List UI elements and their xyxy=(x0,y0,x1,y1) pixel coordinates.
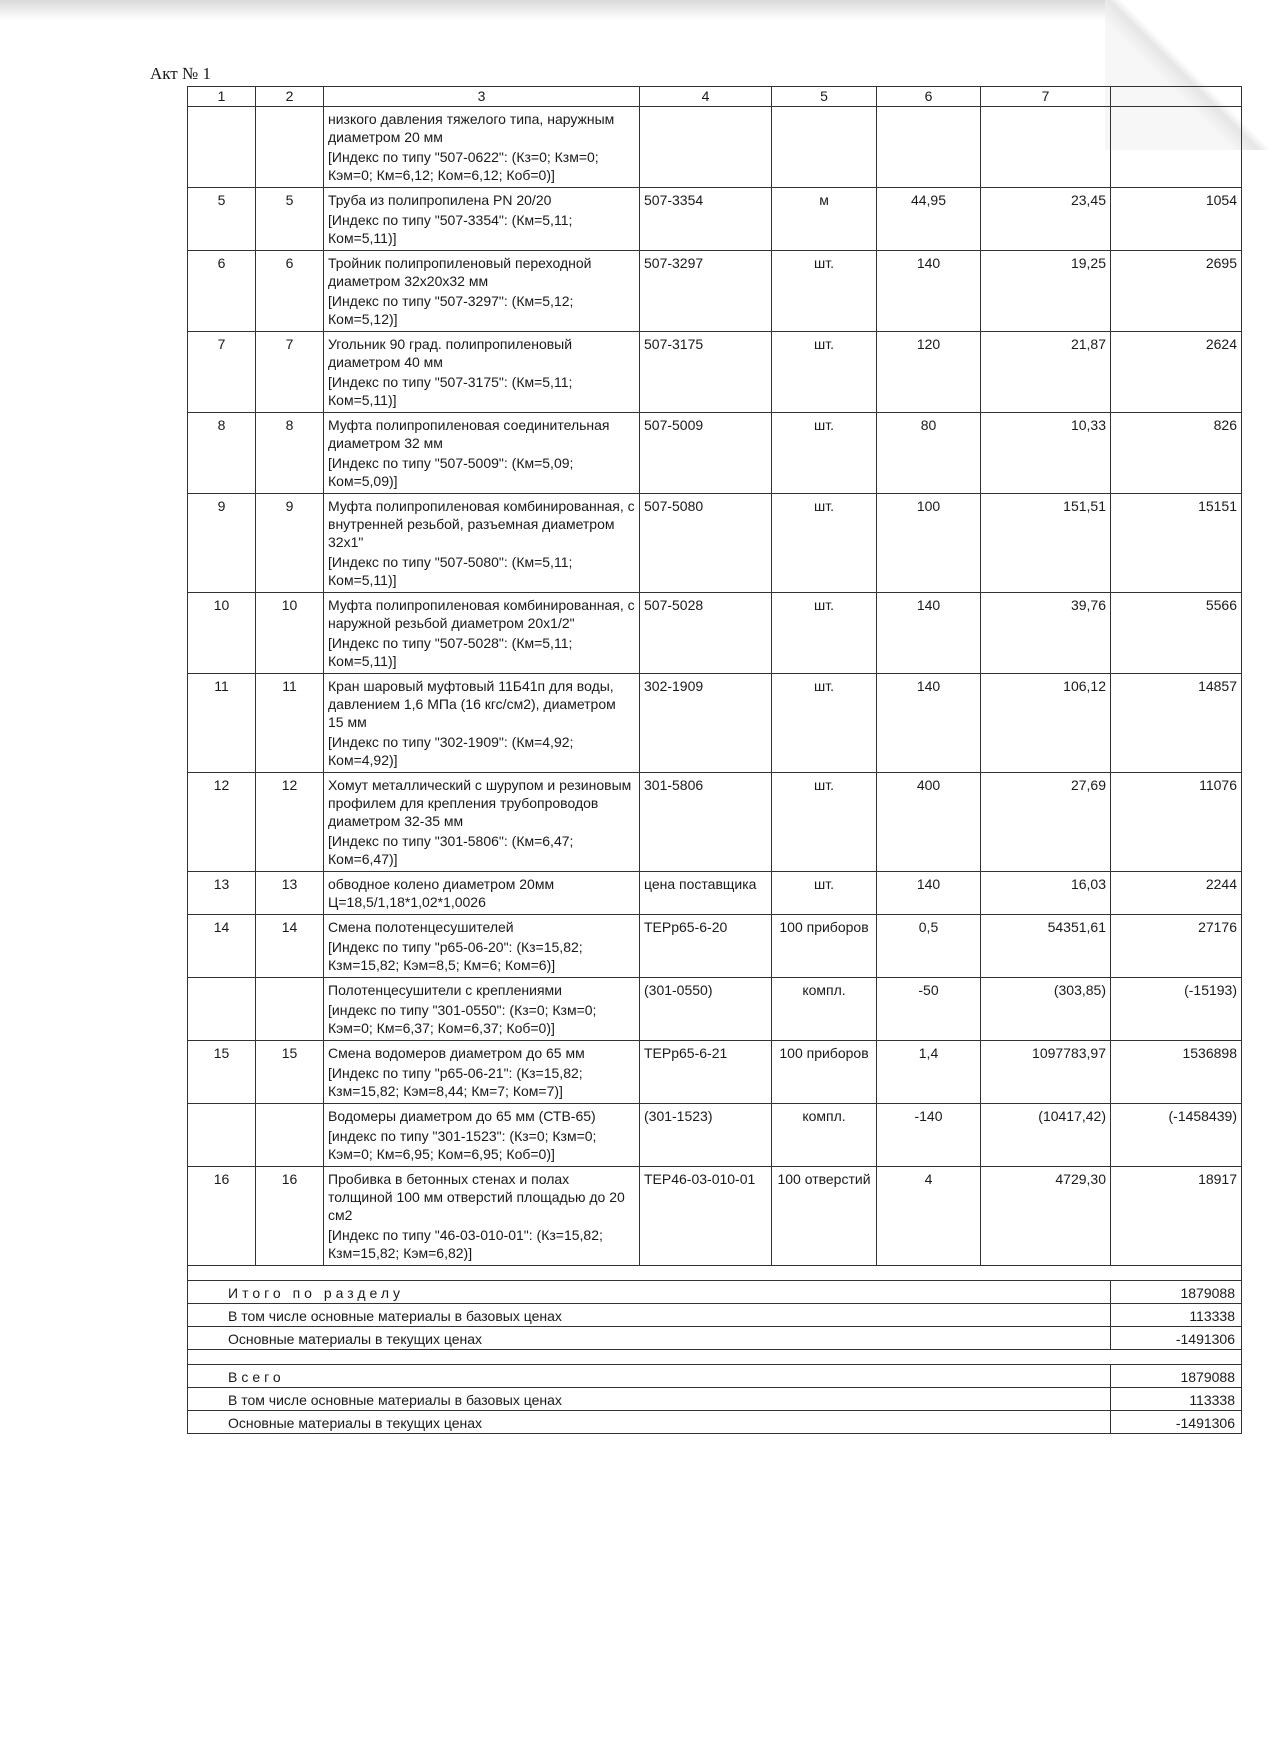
row-total: 15151 xyxy=(1111,494,1242,593)
table-row xyxy=(188,413,1242,494)
description-cell xyxy=(324,674,640,773)
row-quantity: 140 xyxy=(877,674,981,773)
row-quantity: 400 xyxy=(877,773,981,872)
summary-value: 1879088 xyxy=(1111,1365,1242,1388)
header-cell xyxy=(1111,87,1242,107)
row-number: 9 xyxy=(188,494,256,593)
row-total: 11076 xyxy=(1111,773,1242,872)
row-position: 7 xyxy=(256,332,324,413)
summary-value: 113338 xyxy=(1111,1304,1242,1327)
row-description: Муфта полипропиленовая комбинированная, с наружной резьбой диаметром 20х1/2" xyxy=(328,597,635,631)
act-title: Акт № 1 xyxy=(150,64,211,83)
header-cell: 6 xyxy=(877,87,981,107)
description-cell xyxy=(324,107,640,188)
summary-value: 113338 xyxy=(1111,1388,1242,1411)
row-unit-price: 16,03 xyxy=(981,872,1111,915)
row-unit: шт. xyxy=(772,872,877,915)
row-description: Хомут металлический с шурупом и резиновым профилем для крепления трубопроводов диаметром 32-35 мм xyxy=(328,777,632,829)
row-index: [Индекс по типу "р65-06-21": (Кз=15,82; Кзм=15,82; Кэм=8,44; Км=7; Ком=7)] xyxy=(328,1065,583,1099)
summary-label: Основные материалы в текущих ценах xyxy=(188,1327,1111,1350)
row-position xyxy=(256,978,324,1041)
table-row xyxy=(188,1104,1242,1167)
row-quantity: 0,5 xyxy=(877,915,981,978)
row-code: 507-3297 xyxy=(640,251,772,332)
row-unit-price: 27,69 xyxy=(981,773,1111,872)
row-index: [Индекс по типу "507-3297": (Км=5,12; Ком=5,12)] xyxy=(328,293,574,327)
summary-value: -1491306 xyxy=(1111,1411,1242,1434)
row-total: 2244 xyxy=(1111,872,1242,915)
description-cell xyxy=(324,1104,640,1167)
row-unit-price: 21,87 xyxy=(981,332,1111,413)
row-unit: м xyxy=(772,188,877,251)
row-quantity: 140 xyxy=(877,251,981,332)
row-description: низкого давления тяжелого типа, наружным диаметром 20 мм xyxy=(328,111,615,145)
row-unit-price: (10417,42) xyxy=(981,1104,1111,1167)
row-quantity: 100 xyxy=(877,494,981,593)
row-number: 12 xyxy=(188,773,256,872)
table-row xyxy=(188,978,1242,1041)
summary-value: -1491306 xyxy=(1111,1327,1242,1350)
row-quantity: 80 xyxy=(877,413,981,494)
table-row xyxy=(188,872,1242,915)
description-cell xyxy=(324,251,640,332)
row-code: 301-5806 xyxy=(640,773,772,872)
row-quantity: 140 xyxy=(877,872,981,915)
row-index: [Индекс по типу "507-5028": (Км=5,11; Ком=5,11)] xyxy=(328,635,573,669)
row-description: Муфта полипропиленовая соединительная диаметром 32 мм xyxy=(328,417,610,451)
row-total: (-15193) xyxy=(1111,978,1242,1041)
description-cell xyxy=(324,413,640,494)
row-total: 1054 xyxy=(1111,188,1242,251)
row-unit: шт. xyxy=(772,773,877,872)
row-number: 5 xyxy=(188,188,256,251)
row-position: 14 xyxy=(256,915,324,978)
row-index: [Индекс по типу "507-5009": (Км=5,09; Ком=5,09)] xyxy=(328,455,574,489)
summary-label: В том числе основные материалы в базовых ценах xyxy=(188,1388,1111,1411)
row-index: [Индекс по типу "507-3354": (Км=5,11; Ком=5,11)] xyxy=(328,212,573,246)
description-cell xyxy=(324,332,640,413)
row-code: 507-5080 xyxy=(640,494,772,593)
row-description: Смена водомеров диаметром до 65 мм xyxy=(328,1045,585,1061)
row-unit: шт. xyxy=(772,674,877,773)
spacer-row xyxy=(188,1266,1242,1281)
summary-value: 1879088 xyxy=(1111,1281,1242,1304)
row-description: Пробивка в бетонных стенах и полах толщиной 100 мм отверстий площадью до 20 см2 xyxy=(328,1171,625,1223)
row-description: Полотенцесушители с креплениями xyxy=(328,982,562,998)
row-position: 6 xyxy=(256,251,324,332)
summary-label: Всего xyxy=(188,1365,1111,1388)
row-unit-price: 39,76 xyxy=(981,593,1111,674)
row-unit-price: 106,12 xyxy=(981,674,1111,773)
row-quantity: -50 xyxy=(877,978,981,1041)
row-unit: компл. xyxy=(772,1104,877,1167)
row-unit: шт. xyxy=(772,413,877,494)
row-unit: шт. xyxy=(772,593,877,674)
table-row xyxy=(188,674,1242,773)
row-unit: шт. xyxy=(772,332,877,413)
row-code: ТЕРр65-6-20 xyxy=(640,915,772,978)
estimate-table xyxy=(187,86,1242,1434)
row-index: [Индекс по типу "507-0622": (Кз=0; Кзм=0; Кэм=0; Км=6,12; Ком=6,12; Коб=0)] xyxy=(328,149,599,183)
row-number: 14 xyxy=(188,915,256,978)
header-cell: 2 xyxy=(256,87,324,107)
header-cell: 7 xyxy=(981,87,1111,107)
table-row xyxy=(188,1041,1242,1104)
row-number: 7 xyxy=(188,332,256,413)
row-unit: 100 отверстий xyxy=(772,1167,877,1266)
row-total: 826 xyxy=(1111,413,1242,494)
row-description: Труба из полипропилена PN 20/20 xyxy=(328,192,552,208)
row-number: 10 xyxy=(188,593,256,674)
row-number: 11 xyxy=(188,674,256,773)
row-position: 11 xyxy=(256,674,324,773)
row-total: 27176 xyxy=(1111,915,1242,978)
row-description: обводное колено диаметром 20мм Ц=18,5/1,18*1,02*1,0026 xyxy=(328,876,555,910)
summary-label: Итого по разделу xyxy=(188,1281,1111,1304)
row-code: (301-1523) xyxy=(640,1104,772,1167)
row-index: [Индекс по типу "507-3175": (Км=5,11; Ком=5,11)] xyxy=(328,374,573,408)
table-row-continuation xyxy=(188,107,1242,188)
row-position: 10 xyxy=(256,593,324,674)
row-unit-price: 10,33 xyxy=(981,413,1111,494)
row-total: 14857 xyxy=(1111,674,1242,773)
table-row xyxy=(188,494,1242,593)
row-index: [индекс по типу "301-0550": (Кз=0; Кзм=0; Кэм=0; Км=6,37; Ком=6,37; Коб=0)] xyxy=(328,1002,597,1036)
row-unit: шт. xyxy=(772,494,877,593)
row-quantity: 4 xyxy=(877,1167,981,1266)
row-code: 507-5009 xyxy=(640,413,772,494)
table-row xyxy=(188,251,1242,332)
row-number xyxy=(188,978,256,1041)
row-unit-price: 4729,30 xyxy=(981,1167,1111,1266)
row-unit-price: (303,85) xyxy=(981,978,1111,1041)
row-index: [Индекс по типу "302-1909": (Км=4,92; Ком=4,92)] xyxy=(328,734,574,768)
row-unit-price: 1097783,97 xyxy=(981,1041,1111,1104)
summary-label: Основные материалы в текущих ценах xyxy=(188,1411,1111,1434)
table-row xyxy=(188,915,1242,978)
row-quantity: -140 xyxy=(877,1104,981,1167)
row-quantity: 44,95 xyxy=(877,188,981,251)
summary-label: В том числе основные материалы в базовых ценах xyxy=(188,1304,1111,1327)
row-unit-price: 151,51 xyxy=(981,494,1111,593)
row-total: 1536898 xyxy=(1111,1041,1242,1104)
row-code: 507-3175 xyxy=(640,332,772,413)
row-index: [Индекс по типу "301-5806": (Км=6,47; Ком=6,47)] xyxy=(328,833,574,867)
header-row xyxy=(188,87,1242,107)
row-description: Муфта полипропиленовая комбинированная, с внутренней резьбой, разъемная диаметром 32х1" xyxy=(328,498,635,550)
row-unit: компл. xyxy=(772,978,877,1041)
row-position xyxy=(256,1104,324,1167)
row-code: (301-0550) xyxy=(640,978,772,1041)
row-position: 8 xyxy=(256,413,324,494)
row-quantity: 120 xyxy=(877,332,981,413)
row-total: (-1458439) xyxy=(1111,1104,1242,1167)
description-cell xyxy=(324,1167,640,1266)
row-description: Кран шаровый муфтовый 11Б41п для воды, давлением 1,6 МПа (16 кгс/см2), диаметром 15 мм xyxy=(328,678,616,730)
row-number: 8 xyxy=(188,413,256,494)
description-cell xyxy=(324,773,640,872)
row-description: Водомеры диаметром до 65 мм (СТВ-65) xyxy=(328,1108,596,1124)
row-total: 18917 xyxy=(1111,1167,1242,1266)
row-position: 12 xyxy=(256,773,324,872)
description-cell xyxy=(324,978,640,1041)
row-code: 507-5028 xyxy=(640,593,772,674)
row-number xyxy=(188,1104,256,1167)
table-row xyxy=(188,332,1242,413)
row-position: 15 xyxy=(256,1041,324,1104)
row-index: [Индекс по типу "507-5080": (Км=5,11; Ком=5,11)] xyxy=(328,554,573,588)
table-row xyxy=(188,593,1242,674)
row-code: 507-3354 xyxy=(640,188,772,251)
row-position: 16 xyxy=(256,1167,324,1266)
row-unit-price: 23,45 xyxy=(981,188,1111,251)
row-description: Тройник полипропиленовый переходной диаметром 32х20х32 мм xyxy=(328,255,592,289)
header-cell: 4 xyxy=(640,87,772,107)
grand-total-row xyxy=(188,1365,1242,1388)
row-number: 15 xyxy=(188,1041,256,1104)
row-code: ТЕР46-03-010-01 xyxy=(640,1167,772,1266)
description-cell xyxy=(324,915,640,978)
row-index: [Индекс по типу "46-03-010-01": (Кз=15,82; Кзм=15,82; Кэм=6,82)] xyxy=(328,1227,603,1261)
row-unit: шт. xyxy=(772,251,877,332)
row-quantity: 140 xyxy=(877,593,981,674)
description-cell xyxy=(324,593,640,674)
row-description: Смена полотенцесушителей xyxy=(328,919,514,935)
row-total: 5566 xyxy=(1111,593,1242,674)
row-index: [Индекс по типу "р65-06-20": (Кз=15,82; Кзм=15,82; Кэм=8,5; Км=6; Ком=6)] xyxy=(328,939,583,973)
row-total: 2695 xyxy=(1111,251,1242,332)
row-number: 16 xyxy=(188,1167,256,1266)
scan-top-edge xyxy=(0,0,1275,20)
row-position: 5 xyxy=(256,188,324,251)
section-total-row xyxy=(188,1281,1242,1304)
row-number: 6 xyxy=(188,251,256,332)
row-index: [индекс по типу "301-1523": (Кз=0; Кзм=0; Кэм=0; Км=6,95; Ком=6,95; Коб=0)] xyxy=(328,1128,597,1162)
row-code: 302-1909 xyxy=(640,674,772,773)
grand-total-row xyxy=(188,1411,1242,1434)
description-cell xyxy=(324,1041,640,1104)
row-unit: 100 приборов xyxy=(772,915,877,978)
table-row xyxy=(188,773,1242,872)
description-cell xyxy=(324,494,640,593)
header-cell: 1 xyxy=(188,87,256,107)
row-unit: 100 приборов xyxy=(772,1041,877,1104)
grand-total-row xyxy=(188,1388,1242,1411)
header-cell: 5 xyxy=(772,87,877,107)
row-description: Угольник 90 град. полипропиленовый диаметром 40 мм xyxy=(328,336,573,370)
row-unit-price: 54351,61 xyxy=(981,915,1111,978)
spacer-row xyxy=(188,1350,1242,1365)
header-cell: 3 xyxy=(324,87,640,107)
row-position: 13 xyxy=(256,872,324,915)
description-cell xyxy=(324,188,640,251)
row-code: цена поставщика xyxy=(640,872,772,915)
section-total-row xyxy=(188,1304,1242,1327)
table-row xyxy=(188,188,1242,251)
description-cell xyxy=(324,872,640,915)
row-position: 9 xyxy=(256,494,324,593)
row-quantity: 1,4 xyxy=(877,1041,981,1104)
row-unit-price: 19,25 xyxy=(981,251,1111,332)
row-code: ТЕРр65-6-21 xyxy=(640,1041,772,1104)
row-number: 13 xyxy=(188,872,256,915)
row-total: 2624 xyxy=(1111,332,1242,413)
section-total-row xyxy=(188,1327,1242,1350)
table-row xyxy=(188,1167,1242,1266)
